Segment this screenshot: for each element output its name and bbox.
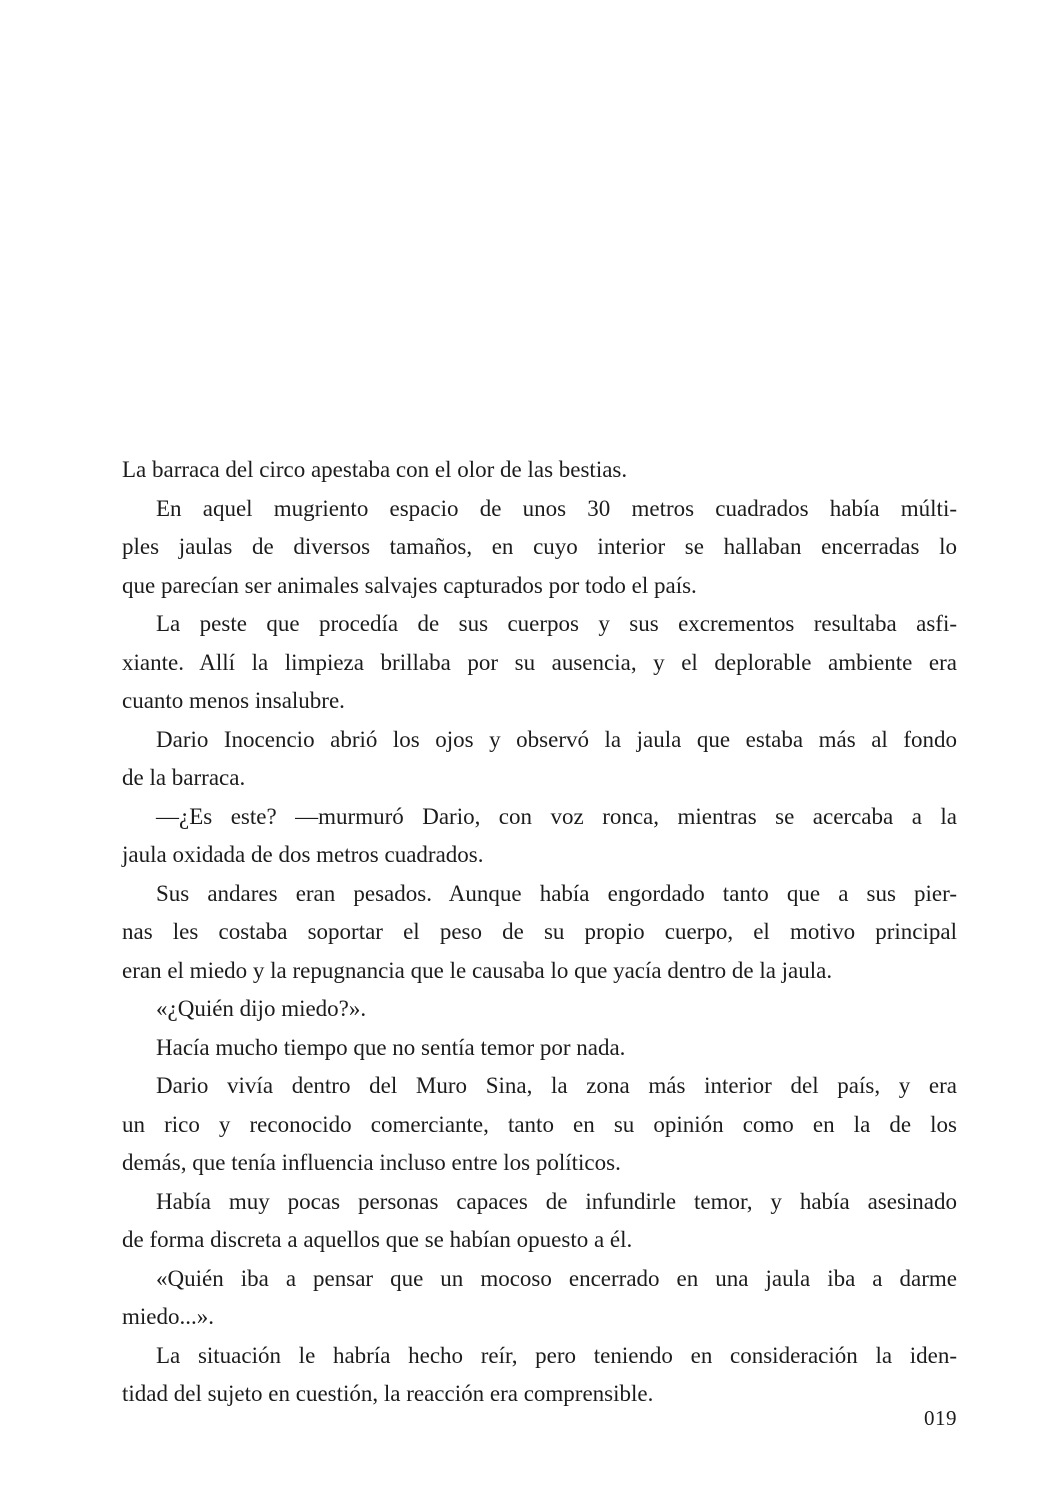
text-line: xiante. Allí la limpieza brillaba por su ausencia, y el deplorable ambiente era	[122, 649, 957, 675]
text-line: Dario Inocencio abrió los ojos y observó la jaula que estaba más al fondo	[156, 726, 957, 752]
text-line: Dario vivía dentro del Muro Sina, la zona más interior del país, y era	[156, 1073, 957, 1098]
paragraph	[122, 1067, 957, 1183]
paragraph	[122, 490, 957, 606]
paragraph	[122, 1260, 957, 1337]
text-line: La peste que procedía de sus cuerpos y sus excrementos resultaba asfi-	[156, 611, 957, 636]
text-line: un rico y reconocido comerciante, tanto en su opinión como en la de los	[122, 1111, 957, 1137]
text-line: La situación le habría hecho reír, pero teniendo en consideración la iden-	[156, 1342, 957, 1368]
text-line: —¿Es este? —murmuró Dario, con voz ronca, mientras se acercaba a la	[156, 803, 957, 829]
text-line: eran el miedo y la repugnancia que le causaba lo que yacía dentro de la jaula.	[122, 957, 833, 983]
text-line: «Quién iba a pensar que un mocoso encerrado en una jaula iba a darme	[156, 1265, 957, 1291]
paragraph	[122, 798, 957, 875]
text-line: cuanto menos insalubre.	[122, 688, 345, 713]
paragraph	[122, 451, 957, 490]
text-line: que parecían ser animales salvajes capturados por todo el país.	[122, 572, 697, 598]
text-line: Había muy pocas personas capaces de infundirle temor, y había asesinado	[156, 1188, 957, 1214]
paragraph	[122, 1183, 957, 1260]
paragraph	[122, 875, 957, 991]
paragraph	[122, 1029, 957, 1068]
text-line: de forma discreta a aquellos que se habían opuesto a él.	[122, 1227, 633, 1252]
text-block	[122, 451, 957, 1414]
text-line: En aquel mugriento espacio de unos 30 metros cuadrados había múlti-	[156, 495, 957, 521]
paragraph	[122, 990, 957, 1029]
text-line: de la barraca.	[122, 765, 246, 790]
text-line: Hacía mucho tiempo que no sentía temor por nada.	[156, 1034, 626, 1060]
text-line: nas les costaba soportar el peso de su propio cuerpo, el motivo principal	[122, 919, 957, 944]
text-line: ples jaulas de diversos tamaños, en cuyo interior se hallaban encerradas lo	[122, 534, 957, 559]
paragraph	[122, 721, 957, 798]
page-number: 019	[924, 1406, 957, 1430]
text-line: miedo...».	[122, 1304, 214, 1329]
paragraph	[122, 605, 957, 721]
text-line: «¿Quién dijo miedo?».	[156, 996, 367, 1021]
text-line: Sus andares eran pesados. Aunque había engordado tanto que a sus pier-	[156, 880, 957, 906]
text-line: tidad del sujeto en cuestión, la reacción era comprensible.	[122, 1381, 654, 1406]
text-line: jaula oxidada de dos metros cuadrados.	[122, 842, 484, 867]
paragraph	[122, 1337, 957, 1414]
text-line: demás, que tenía influencia incluso entre los políticos.	[122, 1150, 621, 1175]
text-line: La barraca del circo apestaba con el olor de las bestias.	[122, 457, 628, 482]
